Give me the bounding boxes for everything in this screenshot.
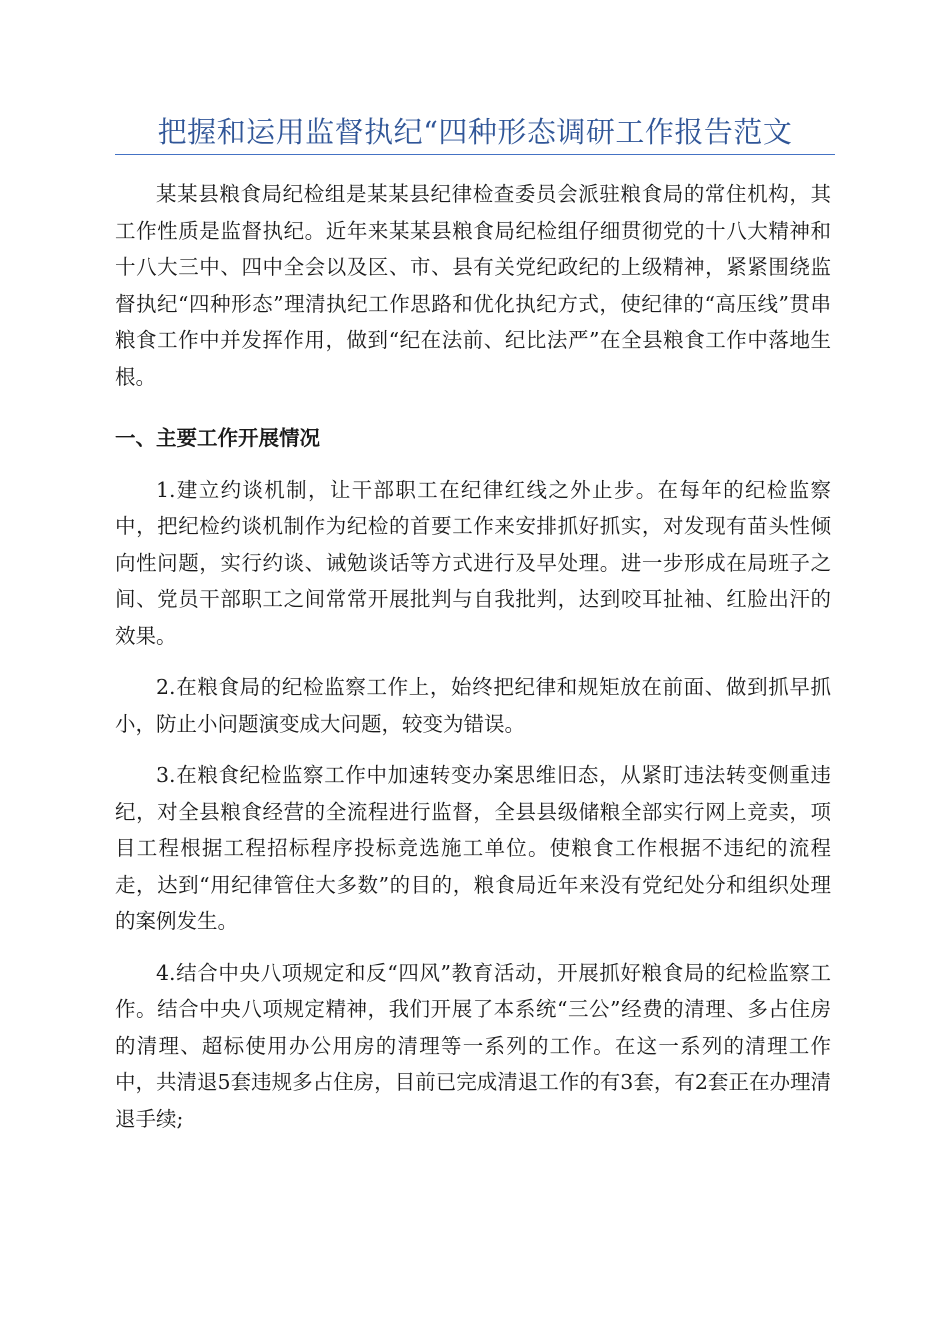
item-paragraph-4: 4.结合中央八项规定和反“四风”教育活动，开展抓好粮食局的纪检监察工作。结合中央八项规定精神，我们开展了本系统“三公”经费的清理、多占住房的清理、超标使用办公用房的清理等一系列的工作。在这一系列的清理工作中，共清退5套违规多占住房，目前已完成清退工作的有3套，有2套正在办理清退手续; xyxy=(115,960,831,1131)
document-body xyxy=(115,176,831,1152)
document-title: 把握和运用监督执纪“四种形态调研工作报告范文 xyxy=(157,115,793,149)
item-paragraph-3: 3.在粮食纪检监察工作中加速转变办案思维旧态，从紧盯违法转变侧重违纪，对全县粮食经营的全流程进行监督，全县县级储粮全部实行网上竞卖，项目工程根据工程招标程序投标竞选施工单位。使粮食工作根据不违纪的流程走，达到“用纪律管住大多数”的目的，粮食局近年来没有党纪处分和组织处理的案例发生。 xyxy=(115,763,831,933)
intro-paragraph: 某某县粮食局纪检组是某某县纪律检查委员会派驻粮食局的常住机构，其工作性质是监督执纪。近年来某某县粮食局纪检组仔细贯彻党的十八大精神和十八大三中、四中全会以及区、市、县有关党纪政纪的上级精神，紧紧围绕监督执纪“四种形态”理清执纪工作思路和优化执纪方式，使纪律的“高压线”贯串粮食工作中并发挥作用，做到“纪在法前、纪比法严”在全县粮食工作中落地生根。 xyxy=(115,182,831,389)
item-paragraph-2: 2.在粮食局的纪检监察工作上，始终把纪律和规矩放在前面、做到抓早抓小，防止小问题演变成大问题，较变为错误。 xyxy=(115,675,831,736)
title-underline xyxy=(115,154,835,155)
item-paragraph-1: 1.建立约谈机制，让干部职工在纪律红线之外止步。在每年的纪检监察中，把纪检约谈机制作为纪检的首要工作来安排抓好抓实，对发现有苗头性倾向性问题，实行约谈、诫勉谈话等方式进行及早处理。进一步形成在局班子之间、党员干部职工之间常常开展批判与自我批判，达到咬耳扯袖、红脸出汗的效果。 xyxy=(115,477,831,648)
section-heading: 一、主要工作开展情况 xyxy=(115,426,320,450)
